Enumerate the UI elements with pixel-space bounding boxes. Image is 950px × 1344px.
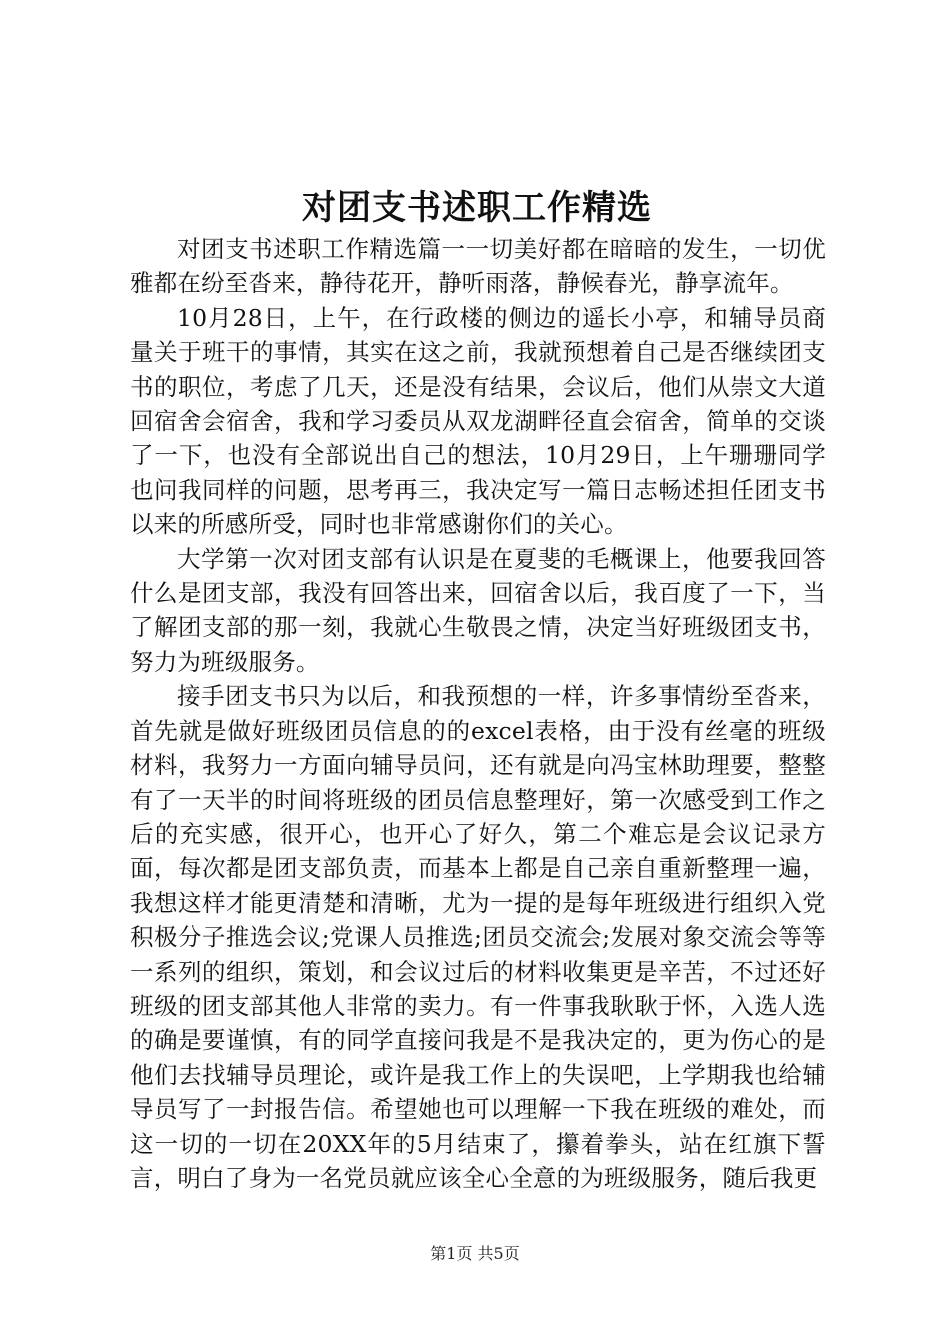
paragraph-3: 大学第一次对团支部有认识是在夏斐的毛概课上，他要我回答什么是团支部，我没有回答出来，回宿舍以后，我百度了一下，当了解团支部的那一刻，我就心生敬畏之情，决定当好班级团支书，努力为班级服务。 (130, 544, 826, 676)
paragraph-4: 接手团支书只为以后，和我预想的一样，许多事情纷至沓来，首先就是做好班级团员信息的的excel表格，由于没有丝毫的班级材料，我努力一方面向辅导员问，还有就是向冯宝林助理要，整整有了一天半的时间将班级的团员信息整理好，第一次感受到工作之后的充实感，很开心，也开心了好久，第二个难忘是会议记录方面，每次都是团支部负责，而基本上都是自己亲自重新整理一遍，我想这样才能更清楚和清晰，尤为一提的是每年班级进行组织入党积极分子推选会议;党课人员推选;团员交流会;发展对象交流会等等一系列的组织，策划，和会议过后的材料收集更是辛苦，不过还好班级的团支部其他人非常的卖力。有一件事我耿耿于怀，入选人选的确是要谨慎，有的同学直接问我是不是我决定的，更为伤心的是他们去找辅导员理论，或许是我工作上的失误吧，上学期我也给辅导员写了一封报告信。希望她也可以理解一下我在班级的难处，而这一切的一切在20XX年的5月结束了，攥着拳头，站在红旗下誓言，明白了身为一名党员就应该全心全意的为班级服务，随后我更 (130, 682, 826, 1192)
paragraph-1: 对团支书述职工作精选篇一一切美好都在暗暗的发生，一切优雅都在纷至沓来，静待花开，静听雨落，静候春光，静享流年。 (130, 235, 826, 298)
page-footer: 第1页 共5页 (430, 1244, 520, 1263)
document-body (130, 232, 826, 1195)
paragraph-2: 10月28日，上午，在行政楼的侧边的遥长小亭，和辅导员商量关于班干的事情，其实在这之前，我就预想着自己是否继续团支书的职位，考虑了几天，还是没有结果，会议后，他们从崇文大道回宿舍会宿舍，我和学习委员从双龙湖畔径直会宿舍，简单的交谈了一下，也没有全部说出自己的想法，10月29日，上午珊珊同学也问我同样的问题，思考再三，我决定写一篇日志畅述担任团支书以来的所感所受，同时也非常感谢你们的关心。 (130, 303, 826, 539)
document-title: 对团支书述职工作精选 (302, 188, 652, 228)
